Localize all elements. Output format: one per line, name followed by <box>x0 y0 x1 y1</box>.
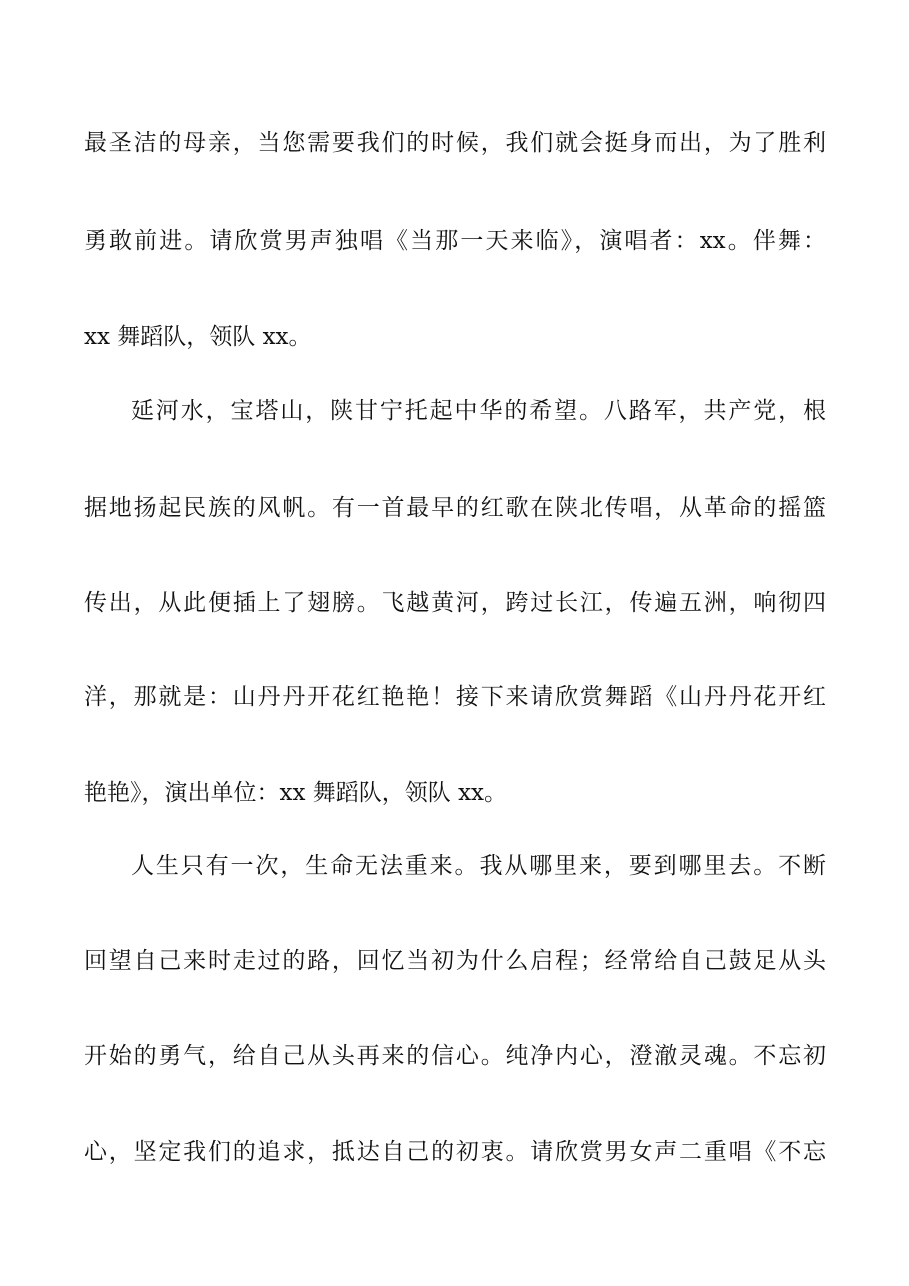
text-line: 勇敢前进。请欣赏男声独唱《当那一天来临》，演唱者：xx。伴舞： <box>84 228 826 254</box>
text-line: xx 舞蹈队，领队 xx。 <box>84 324 312 350</box>
text-line: 延河水，宝塔山，陕甘宁托起中华的希望。八路军，共产党，根 <box>131 398 826 424</box>
text-line: 洋，那就是：山丹丹开花红艳艳！接下来请欣赏舞蹈《山丹丹花开红 <box>84 684 826 710</box>
text-line: 传出，从此便插上了翅膀。飞越黄河，跨过长江，传遍五洲，响彻四 <box>84 590 826 616</box>
text-line: 开始的勇气，给自己从头再来的信心。纯净内心，澄澈灵魂。不忘初 <box>84 1043 826 1069</box>
text-line: 据地扬起民族的风帆。有一首最早的红歌在陕北传唱，从革命的摇篮 <box>84 495 826 521</box>
text-line: 回望自己来时走过的路，回忆当初为什么启程；经常给自己鼓足从头 <box>84 948 826 974</box>
text-line: 人生只有一次，生命无法重来。我从哪里来，要到哪里去。不断 <box>131 853 826 879</box>
text-line: 艳艳》，演出单位：xx 舞蹈队，领队 xx。 <box>84 780 508 806</box>
text-line: 最圣洁的母亲，当您需要我们的时候，我们就会挺身而出，为了胜利 <box>84 130 826 156</box>
text-line: 心，坚定我们的追求，抵达自己的初衷。请欣赏男女声二重唱《不忘 <box>84 1139 826 1165</box>
